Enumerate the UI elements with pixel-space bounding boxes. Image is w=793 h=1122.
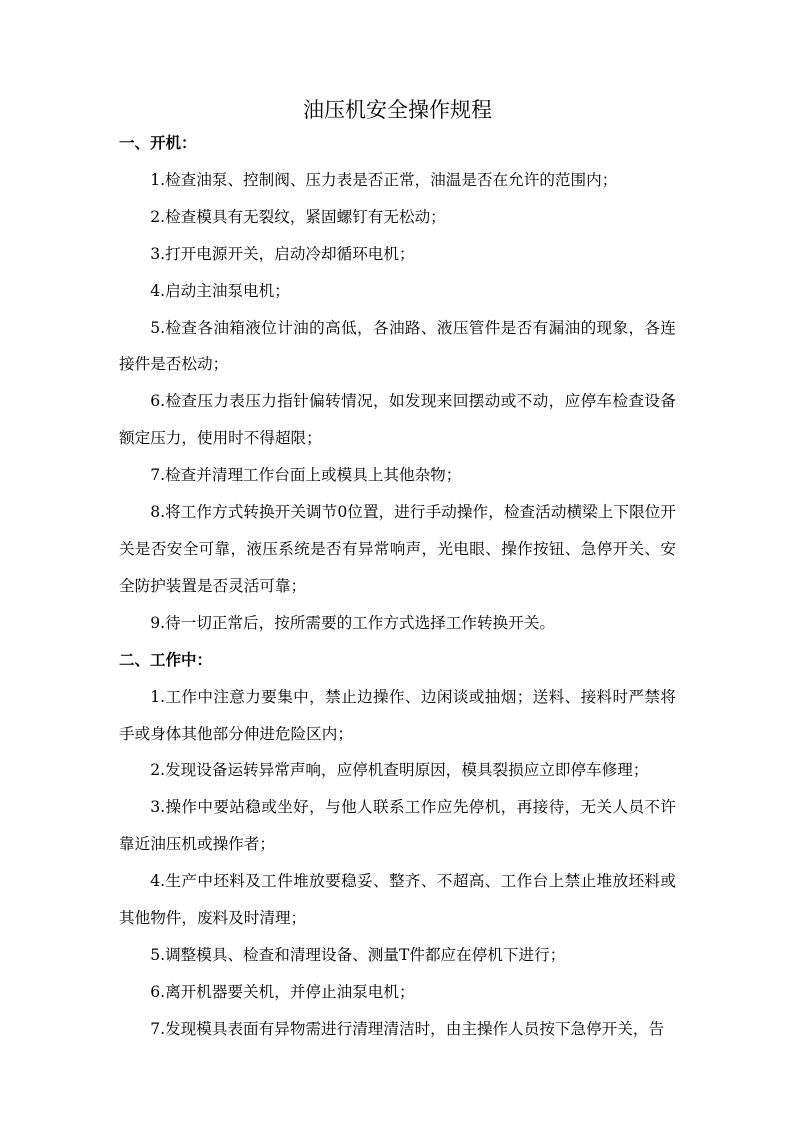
list-item: 1.工作中注意力要集中，禁止边操作、边闲谈或抽烟；送料、接料时严禁将手或身体其他部分伸进危险区内； — [119, 687, 676, 743]
list-item: 3.打开电源开关，启动冷却循环电机； — [150, 244, 415, 263]
list-item: 4.启动主油泵电机； — [150, 281, 290, 300]
list-item: 2.发现设备运转异常声响，应停机查明原因，模具裂损应立即停车修理； — [150, 761, 649, 780]
list-item: 6.检查压力表压力指针偏转情况，如发现来回摆动或不动，应停车检查设备额定压力，使用时不得超限； — [119, 392, 676, 448]
section-heading-startup: 一、开机： — [119, 134, 197, 152]
list-item: 4.生产中坯料及工件堆放要稳妥、整齐、不超高、工作台上禁止堆放坯料或其他物件，废料及时清理； — [119, 872, 676, 928]
list-item: 7.检查并清理工作台面上或模具上其他杂物； — [150, 466, 462, 485]
list-item: 5.检查各油箱液位计油的高低，各油路、液压管件是否有漏油的现象，各连接件是否松动； — [119, 318, 676, 374]
list-item: 5.调整模具、检查和清理设备、测量T件都应在停机下进行； — [150, 945, 566, 964]
list-item: 8.将工作方式转换开关调节0位置，进行手动操作，检查活动横梁上下限位开关是否安全可靠，液压系统是否有异常响声，光电眼、操作按钮、急停开关、安全防护装置是否灵活可靠； — [119, 503, 676, 595]
list-item: 1.检查油泵、控制阀、压力表是否正常，油温是否在允许的范围内； — [150, 170, 618, 189]
document-page — [119, 92, 676, 1048]
document-title: 油压机安全操作规程 — [303, 98, 492, 122]
list-item: 9.待一切正常后，按所需要的工作方式选择工作转换开关。 — [150, 613, 555, 632]
list-item: 6.离开机器要关机，并停止油泵电机； — [150, 982, 415, 1001]
list-item: 3.操作中要站稳或坐好，与他人联系工作应先停机，再接待，无关人员不许靠近油压机或操作者； — [119, 798, 676, 854]
list-item: 7.发现模具表面有异物需进行清理清洁时，由主操作人员按下急停开关，告 — [150, 1019, 665, 1038]
list-item: 2.检查模具有无裂纹，紧固螺钉有无松动； — [150, 207, 446, 226]
section-heading-working: 二、工作中： — [119, 650, 213, 669]
